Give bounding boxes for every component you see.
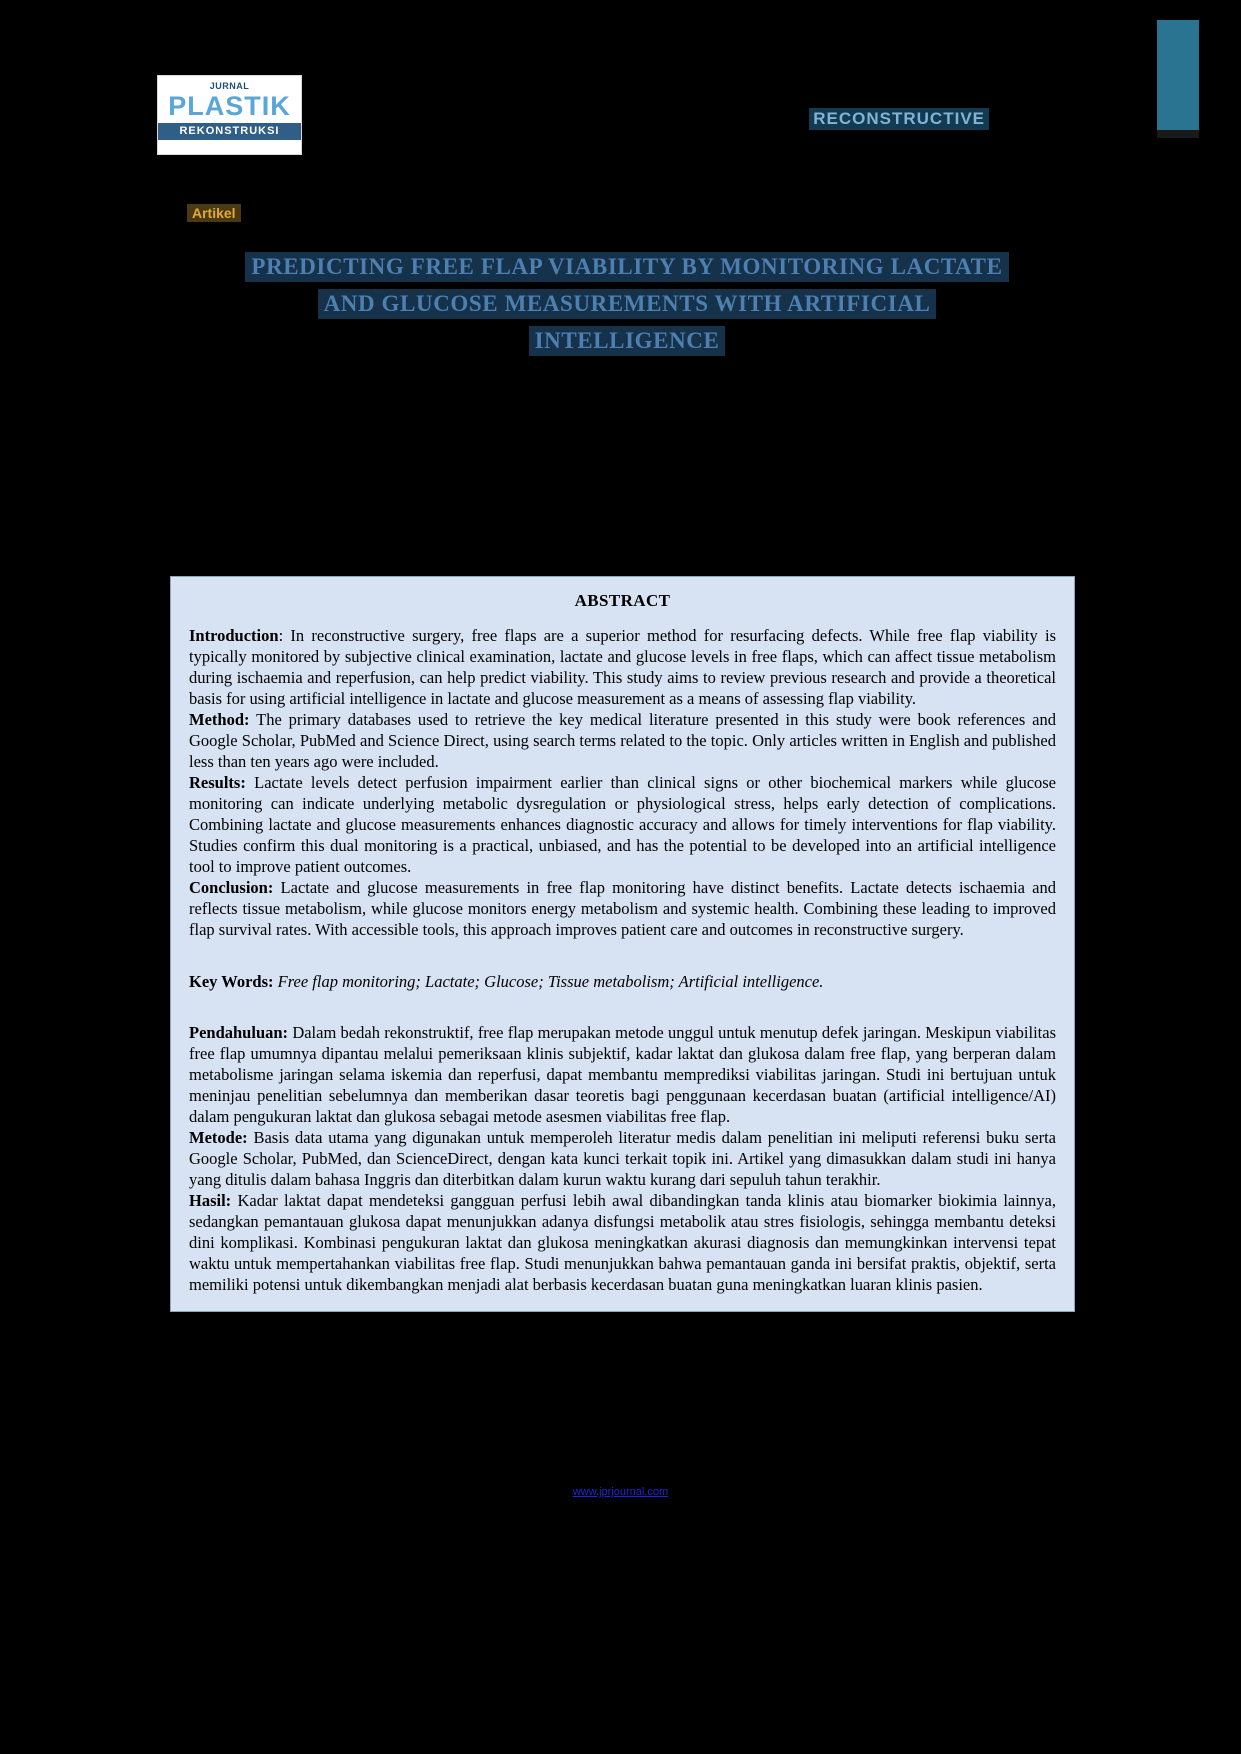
abstract-text-results: Lactate levels detect perfusion impairment earlier than clinical signs or other biochemical markers while glucose monitoring can indicate underlying metabolic dysregulation or physiological stress, helps early detection of complications. Combining lactate and glucose measurements enhances diagnostic accuracy and allows for timely interventions for flap viability. Studies confirm this dual monitoring is a practical, unbiased, and has the potential to be developed into an artificial intelligence tool to improve patient outcomes. [189, 773, 1057, 876]
abstract-section-method [189, 709, 1056, 772]
abstract-section-pendahuluan [189, 1022, 1056, 1127]
masthead-label: RECONSTRUCTIVE [809, 108, 989, 130]
abstract-spacer-1 [189, 940, 1056, 954]
abstract-section-introduction [189, 625, 1056, 709]
abstract-label-metode: Metode: [189, 1128, 248, 1147]
title-line-1: PREDICTING FREE FLAP VIABILITY BY MONITORING LACTATE [245, 252, 1008, 282]
journal-logo [157, 75, 302, 155]
abstract-text-hasil: Kadar laktat dapat mendeteksi gangguan perfusi lebih awal dibandingkan tanda klinis atau biomarker biokimia lainnya, sedangkan pemantauan glukosa dapat menunjukkan adanya disfungsi metabolik atau stres fisiologis, sehingga membantu deteksi dini komplikasi. Kombinasi pengukuran laktat dan glukosa meningkatkan akurasi diagnosis dan memungkinkan intervensi tepat waktu untuk mempertahankan viabilitas free flap. Studi menunjukkan bahwa pemantauan ganda ini bersifat praktis, objektif, serta memiliki potensi untuk dikembangkan menjadi alat berbasis kecerdasan buatan guna meningkatkan luaran klinis pasien. [189, 1191, 1057, 1294]
title-line-3: INTELLIGENCE [529, 326, 726, 356]
abstract-section-hasil [189, 1190, 1056, 1295]
abstract-text-introduction: In reconstructive surgery, free flaps are a superior method for resurfacing defects. While free flap viability is typically monitored by subjective clinical examination, lactate and glucose levels in free flaps, which can affect tissue metabolism during ischaemia and reperfusion, can help predict viability. This study aims to review previous research and provide a theoretical basis for using artificial intelligence in lactate and glucose measurement as a means of assessing flap viability. [189, 626, 1056, 708]
page-title [192, 252, 1062, 363]
keywords-text: Free flap monitoring; Lactate; Glucose; Tissue metabolism; Artificial intelligence. [277, 971, 824, 991]
keywords-label: Key Words: [189, 971, 274, 991]
abstract-text-conclusion: Lactate and glucose measurements in free flap monitoring have distinct benefits. Lactate detects ischaemia and reflects tissue metabolism, while glucose monitors energy metabolism and systemic health. Combining these leading to improved flap survival rates. With accessible tools, this approach improves patient care and outcomes in reconstructive surgery. [189, 878, 1056, 939]
abstract-text-method: The primary databases used to retrieve the key medical literature presented in this study were book references and Google Scholar, PubMed and Science Direct, using search terms related to the topic. Only articles written in English and published less than ten years ago were included. [189, 710, 1056, 771]
abstract-text-metode: Basis data utama yang digunakan untuk memperoleh literatur medis dalam penelitian ini meliputi referensi buku serta Google Scholar, PubMed, dan ScienceDirect, dengan kata kunci terkait topik ini. Artikel yang dimasukkan dalam studi ini hanya yang ditulis dalam bahasa Inggris dan diterbitkan dalam kurun waktu kurang dari sepuluh tahun terakhir. [189, 1128, 1057, 1189]
logo-line-plastik: PLASTIK [168, 91, 291, 121]
abstract-heading: ABSTRACT [574, 591, 671, 610]
logo-line-rekonstruksi: REKONSTRUKSI [158, 123, 301, 140]
abstract-section-conclusion [189, 877, 1056, 940]
title-line-2: AND GLUCOSE MEASUREMENTS WITH ARTIFICIAL [318, 289, 937, 319]
abstract-sep-results [246, 773, 254, 792]
abstract-panel [170, 576, 1075, 1312]
abstract-label-introduction: Introduction [189, 626, 279, 645]
abstract-sep-introduction: : [278, 626, 291, 645]
logo-line-jurnal: JURNAL [209, 81, 250, 91]
abstract-spacer-2 [189, 1008, 1056, 1022]
abstract-label-pendahuluan: Pendahuluan: [189, 1023, 289, 1042]
abstract-label-hasil: Hasil: [189, 1191, 232, 1210]
page-edge-tab-shadow [1157, 130, 1199, 138]
article-type-label: Artikel [187, 204, 241, 222]
abstract-label-method: Method: [189, 710, 250, 729]
footer-journal-link[interactable]: www.jprjournal.com [572, 1486, 669, 1498]
page-edge-tab [1157, 20, 1199, 130]
abstract-label-conclusion: Conclusion: [189, 878, 274, 897]
abstract-text-pendahuluan: Dalam bedah rekonstruktif, free flap merupakan metode unggul untuk menutup defek jaringan. Meskipun viabilitas free flap umumnya dipantau melalui pemeriksaan klinis subjektif, kadar laktat dan glukosa dalam free flap, yang berperan dalam metabolisme jaringan selama iskemia dan reperfusi, dapat membantu memprediksi viabilitas jaringan. Studi ini bertujuan untuk meninjau penelitian sebelumnya dan memberikan dasar teoretis bagi penggunaan kecerdasan buatan (artificial intelligence/AI) dalam pengukuran laktat dan glukosa sebagai metode asesmen viabilitas free flap. [189, 1023, 1056, 1126]
abstract-section-results [189, 772, 1056, 877]
abstract-section-metode [189, 1127, 1056, 1190]
abstract-sep-conclusion [273, 878, 280, 897]
keywords-line [189, 971, 1056, 992]
abstract-label-results: Results: [189, 773, 246, 792]
page-sheet [42, 20, 1199, 1734]
